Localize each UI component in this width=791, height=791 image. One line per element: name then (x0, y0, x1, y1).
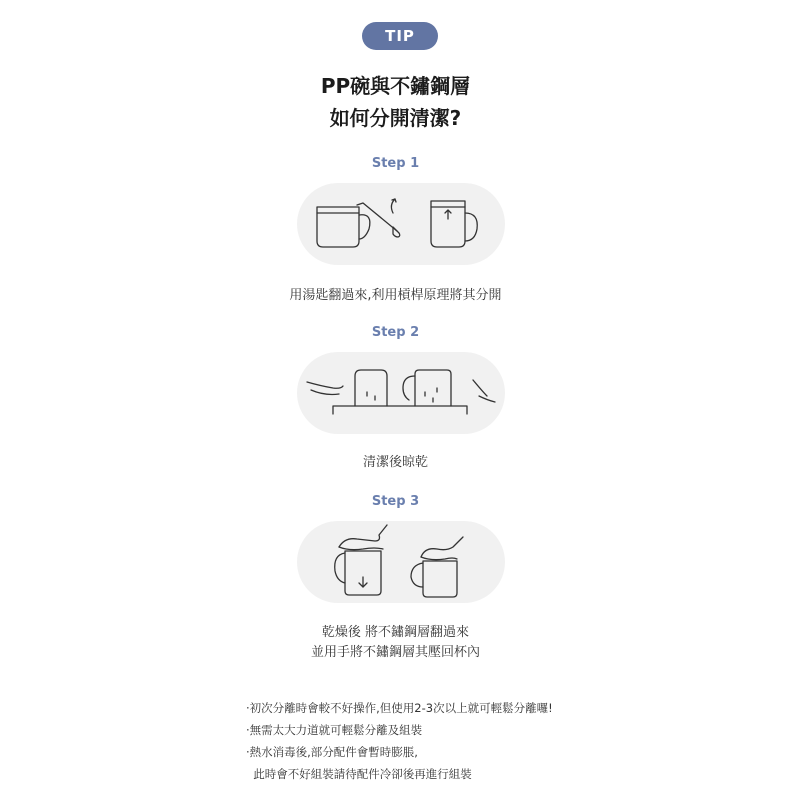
step-3-label: Step 3 (371, 494, 420, 509)
note-item: ·熱水消毒後,部分配件會暫時膨脹, (246, 745, 418, 759)
page-title-line1: PP碗與不鏽鋼層 (320, 74, 471, 98)
step-1-caption: 用湯匙翻過來,利用槓桿原理將其分開 (289, 288, 502, 303)
step-3-caption-line2: 並用手將不鏽鋼層其壓回杯內 (310, 645, 480, 660)
step-2-label: Step 2 (371, 325, 420, 340)
drying-cups-icon (297, 352, 505, 434)
tip-badge: TIP (362, 22, 438, 50)
page-title-line2: 如何分開清潔? (329, 106, 462, 130)
step-2-caption: 清潔後晾乾 (362, 455, 428, 470)
step-1-illustration (297, 183, 505, 265)
hand-pressing-cup-icon (297, 521, 505, 603)
step-2-illustration (297, 352, 505, 434)
step-3-illustration (297, 521, 505, 603)
step-3-caption-line1: 乾燥後 將不鏽鋼層翻過來 (321, 625, 470, 640)
cup-spoon-lever-icon (297, 183, 505, 265)
note-item: 此時會不好組裝請待配件冷卻後再進行組裝 (246, 767, 472, 781)
note-item: ·無需太大力道就可輕鬆分離及組裝 (246, 723, 423, 737)
step-1-label: Step 1 (371, 156, 420, 171)
notes-list (246, 697, 553, 785)
note-item: ·初次分離時會較不好操作,但使用2-3次以上就可輕鬆分離囉! (246, 701, 553, 715)
